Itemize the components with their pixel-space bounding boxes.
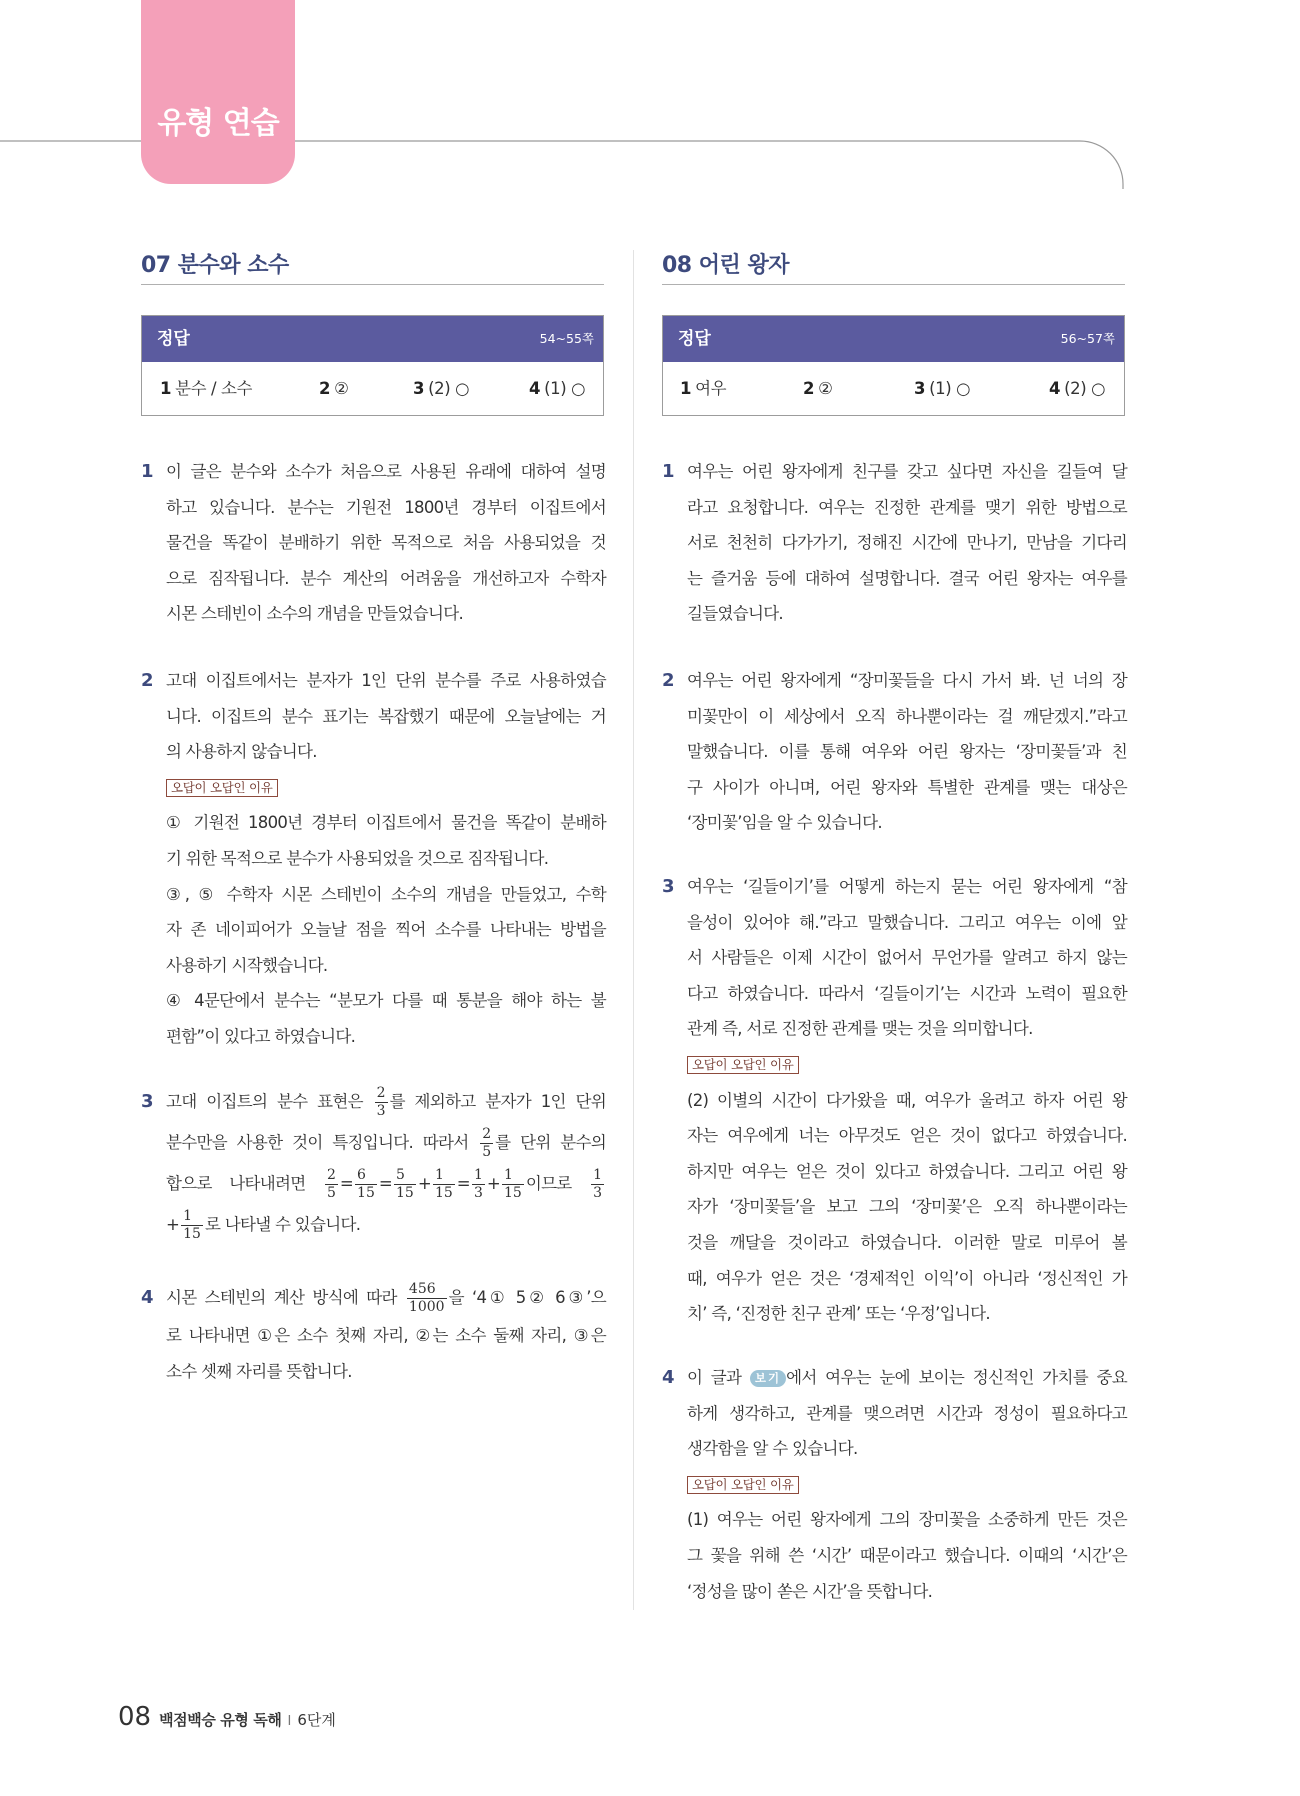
text-line: 시몬 스테빈의 계산 방식에 따라 $\frac{456}{1000}$ 을 ‘4① 5② 6③’으 <box>166 1281 606 1315</box>
text-line: 이 글과 보기 에서 여우는 눈에 보이는 정신적인 가치를 중요 <box>687 1368 1128 1387</box>
text-line: 시몬 스테빈이 소수의 개념을 만들었습니다. <box>166 604 464 624</box>
text-line: 소수 셋째 자리를 뜻합니다. <box>166 1361 352 1381</box>
equals-sign: = <box>339 1174 354 1193</box>
bogi-badge: 보기 <box>750 1370 786 1387</box>
explanation-item <box>662 663 1127 841</box>
right-column <box>662 0 1127 1796</box>
text-line: 미꽃만이 이 세상에서 오직 하나뿐이라는 걸 깨닫겠지.”라고 <box>687 706 1127 726</box>
text-line: 고대 이집트에서는 분자가 1인 단위 분수를 주로 사용하였습 <box>166 671 606 690</box>
fraction: $\frac{2}{5}$ <box>326 1167 336 1201</box>
item-body <box>687 1360 1127 1609</box>
fraction: $\frac{456}{1000}$ <box>408 1281 445 1315</box>
text-line: 로 나타내면 ①은 소수 첫째 자리, ②는 소수 둘째 자리, ③은 <box>166 1326 606 1345</box>
fraction: $\frac{1}{3}$ <box>473 1167 483 1201</box>
answer-1: 1 분수 / 소수 <box>160 379 253 398</box>
reason-line: (1) 여우는 어린 왕자에게 그의 장미꽃을 소중하게 만든 것은 <box>687 1510 1127 1530</box>
reason-line: ③, ⑤ 수학자 시몬 스테빈이 소수의 개념을 만들었고, 수학 <box>166 884 606 904</box>
reason-line: 편함”이 있다고 하였습니다. <box>166 1026 356 1046</box>
text-line: 관계 즉, 서로 진정한 관계를 맺는 것을 의미합니다. <box>687 1019 1033 1039</box>
page-range: 54~55쪽 <box>539 331 594 346</box>
item-number: 4 <box>662 1367 675 1388</box>
reason-line: 자 존 네이피어가 오늘날 점을 찍어 소수를 나타내는 방법을 <box>166 920 606 940</box>
equals-sign: = <box>456 1174 470 1193</box>
item-number: 1 <box>141 461 154 482</box>
page-number: 08 <box>118 1702 152 1732</box>
text-line: 니다. 이집트의 분수 표기는 복잡했기 때문에 오늘날에는 거 <box>166 706 606 726</box>
item-body <box>687 663 1127 841</box>
item-number: 4 <box>141 1287 154 1308</box>
text-line: 다고 하였습니다. 따라서 ‘길들이기’는 시간과 노력이 필요한 <box>687 983 1127 1003</box>
reason-line: 때, 여우가 얻은 것은 ‘경제적인 이익’이 아니라 ‘정신적인 가 <box>687 1268 1127 1288</box>
reason-line: 하지만 여우는 얻은 것이 있다고 하였습니다. 그리고 어린 왕 <box>687 1161 1127 1181</box>
text-line: 서 사람들은 이제 시간이 없어서 무언가를 알려고 하지 않는 <box>687 948 1127 968</box>
text-line: 여우는 어린 왕자에게 “장미꽃들을 다시 가서 봐. 넌 너의 장 <box>687 671 1127 690</box>
text-line: 여우는 ‘길들이기’를 어떻게 하는지 묻는 어린 왕자에게 “참 <box>687 877 1127 896</box>
text-line: 하게 생각하고, 관계를 맺으려면 시간과 정성이 필요하다고 <box>687 1403 1127 1423</box>
wrong-answer-reason-tag: 오답이 오답인 이유 <box>166 779 278 797</box>
text-line: 생각함을 알 수 있습니다. <box>687 1439 858 1459</box>
footer-separator: I <box>287 1714 292 1729</box>
fraction: $\frac{1}{15}$ <box>504 1167 522 1201</box>
left-column <box>141 0 606 1796</box>
item-body <box>166 663 606 1055</box>
fraction: $\frac{1}{15}$ <box>434 1167 453 1201</box>
wrong-answer-reason-tag: 오답이 오답인 이유 <box>687 1056 799 1074</box>
fraction: $\frac{1}{3}$ <box>593 1167 602 1201</box>
answer-3: 3 (1) ○ <box>914 379 971 398</box>
plus-sign: + <box>166 1215 180 1234</box>
fraction: $\frac{6}{15}$ <box>357 1167 375 1201</box>
page-footer <box>118 1702 336 1732</box>
item-number: 3 <box>141 1091 154 1112</box>
answer-box-header <box>663 316 1124 362</box>
answer-4: 4 (1) ○ <box>529 379 586 398</box>
text-line: 말했습니다. 이를 통해 여우와 어린 왕자는 ‘장미꽃들’과 친 <box>687 742 1127 762</box>
answer-1: 1 여우 <box>680 379 727 398</box>
equals-sign: = <box>378 1174 392 1193</box>
text-line: 분수만을 사용한 것이 특징입니다. 따라서 $\frac{2}{5}$ 를 단위 분수의 <box>166 1126 606 1160</box>
text-line: 라고 요청합니다. 여우는 진정한 관계를 맺기 위한 방법으로 <box>687 497 1127 517</box>
item-body <box>687 454 1127 632</box>
reason-line: 그 꽃을 위해 쓴 ‘시간’ 때문이라고 했습니다. 이때의 ‘시간’은 <box>687 1545 1127 1565</box>
text-line: 물건을 똑같이 분배하기 위한 목적으로 처음 사용되었을 것 <box>166 533 606 553</box>
reason-line: 사용하기 시작했습니다. <box>166 955 328 975</box>
text-line: ‘장미꽃’임을 알 수 있습니다. <box>687 813 882 833</box>
text-line: 여우는 어린 왕자에게 친구를 갖고 싶다면 자신을 길들여 달 <box>687 462 1127 481</box>
answer-3: 3 (2) ○ <box>413 379 470 398</box>
text-line: 하고 있습니다. 분수는 기원전 1800년 경부터 이집트에서 <box>166 497 606 517</box>
page-range: 56~57쪽 <box>1060 331 1115 346</box>
answer-label: 정답 <box>678 329 711 349</box>
text-line: 구 사이가 아니며, 어린 왕자와 특별한 관계를 맺는 대상은 <box>687 777 1127 797</box>
book-title: 백점백승 유형 독해 <box>159 1711 282 1729</box>
explanation-item <box>141 1081 606 1245</box>
answer-box <box>662 315 1125 416</box>
explanation-item <box>141 1277 606 1389</box>
reason-line: (2) 이별의 시간이 다가왔을 때, 여우가 울려고 하자 어린 왕 <box>687 1090 1127 1110</box>
section-tab-label: 유형 연습 <box>157 106 279 141</box>
text-line: 을성이 있어야 해.”라고 말했습니다. 그리고 여우는 이에 앞 <box>687 912 1127 932</box>
explanation-item <box>141 663 606 1055</box>
item-number: 3 <box>662 876 675 897</box>
tag-line <box>687 1047 1127 1083</box>
fraction: $\frac{5}{15}$ <box>396 1167 414 1201</box>
text-line: 서로 천천히 다가가기, 정해진 시간에 만나기, 만남을 기다리 <box>687 533 1127 553</box>
explanation-item <box>662 1360 1127 1609</box>
reason-line: 자가 ‘장미꽃들’을 보고 그의 ‘장미꽃’은 오직 하나뿐이라는 <box>687 1197 1127 1217</box>
answer-row <box>663 362 1124 415</box>
answer-2: 2 ② <box>803 379 833 398</box>
text-line: + $\frac{1}{15}$ 로 나타낼 수 있습니다. <box>166 1208 361 1242</box>
reason-line: ④ 4문단에서 분수는 “분모가 다를 때 통분을 해야 하는 불 <box>166 991 606 1011</box>
answer-box <box>141 315 604 416</box>
explanation-item <box>141 454 606 632</box>
answer-2: 2 ② <box>319 379 349 398</box>
answer-label: 정답 <box>157 329 190 349</box>
reason-line: 것을 깨달을 것이라고 하였습니다. 이러한 말로 미루어 볼 <box>687 1232 1127 1252</box>
text-line: 으로 짐작됩니다. 분수 계산의 어려움을 개선하고자 수학자 <box>166 568 606 588</box>
item-body <box>166 1081 606 1245</box>
level-label: 6단계 <box>297 1711 336 1729</box>
text-line: 합으로 나타내려면 $\frac{2}{5}$ = $\frac{6}{15}$ = $\frac{5}{15}$ + $\frac{1}{15}$ = $\frac{1}{3}$ + $\frac{1}{15}$ 이므로 $\frac{1}{3}$ <box>166 1167 602 1201</box>
column-divider <box>633 250 634 1610</box>
plus-sign: + <box>486 1174 500 1193</box>
tag-line <box>166 770 606 806</box>
fraction: $\frac{1}{15}$ <box>183 1208 201 1242</box>
item-number: 2 <box>662 670 675 691</box>
wrong-answer-reason-tag: 오답이 오답인 이유 <box>687 1476 799 1494</box>
text-line: 이 글은 분수와 소수가 처음으로 사용된 유래에 대하여 설명 <box>166 462 606 481</box>
reason-line: ① 기원전 1800년 경부터 이집트에서 물건을 똑같이 분배하 <box>166 813 606 833</box>
item-number: 2 <box>141 670 154 691</box>
answer-box-header <box>142 316 603 362</box>
reason-line: ‘정성을 많이 쏟은 시간’을 뜻합니다. <box>687 1581 933 1601</box>
text-line: 는 즐거움 등에 대하여 설명합니다. 결국 어린 왕자는 여우를 <box>687 568 1127 588</box>
section-tab <box>141 0 295 184</box>
text-line: 고대 이집트의 분수 표현은 $\frac{2}{3}$ 를 제외하고 분자가 1인 단위 <box>166 1085 606 1119</box>
fraction: $\frac{2}{3}$ <box>376 1085 386 1119</box>
tag-line <box>687 1467 1127 1503</box>
fraction: $\frac{2}{5}$ <box>482 1126 492 1160</box>
explanation-item <box>662 869 1127 1332</box>
text-line: 길들였습니다. <box>687 604 783 624</box>
item-body <box>687 869 1127 1332</box>
reason-line: 기 위한 목적으로 분수가 사용되었을 것으로 짐작됩니다. <box>166 848 549 868</box>
reason-line: 자는 여우에게 너는 아무것도 얻은 것이 없다고 하였습니다. <box>687 1126 1127 1146</box>
section-title: 07 분수와 소수 <box>141 252 604 285</box>
answer-4: 4 (2) ○ <box>1049 379 1106 398</box>
item-number: 1 <box>662 461 675 482</box>
item-body <box>166 454 606 632</box>
reason-line: 치’ 즉, ‘진정한 친구 관계’ 또는 ‘우정’입니다. <box>687 1304 990 1324</box>
answer-row <box>142 362 603 415</box>
item-body <box>166 1277 606 1389</box>
text-line: 의 사용하지 않습니다. <box>166 742 317 762</box>
plus-sign: + <box>417 1174 431 1193</box>
section-title: 08 어린 왕자 <box>662 252 1125 285</box>
explanation-item <box>662 454 1127 632</box>
